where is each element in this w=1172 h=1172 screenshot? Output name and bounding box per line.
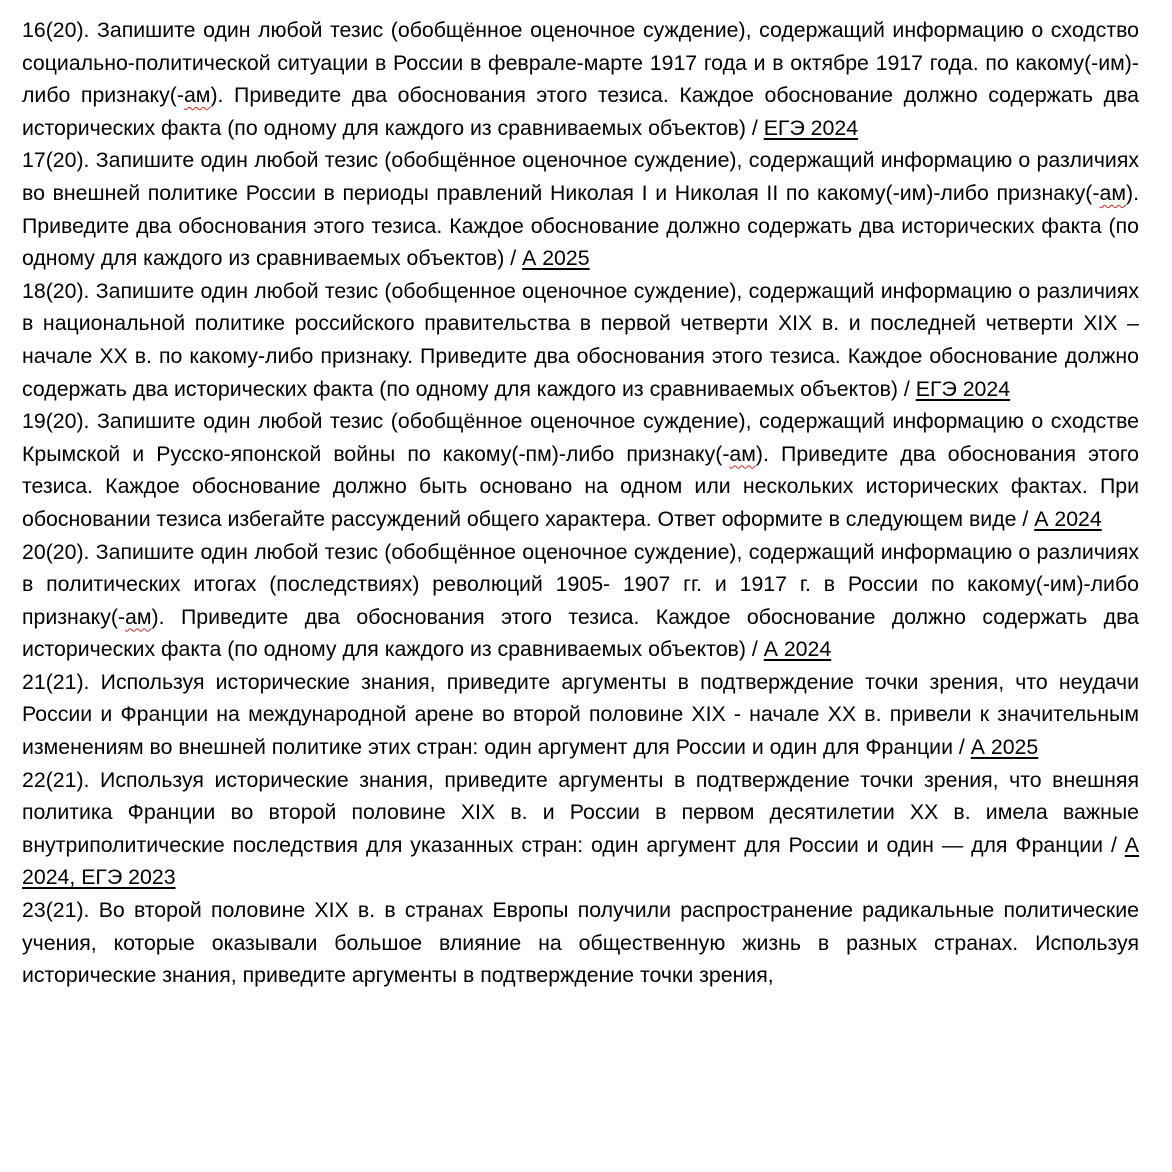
- question-20: [22, 536, 1139, 666]
- question-text: Используя исторические знания, приведите аргументы в подтверждение точки зрения, что внешняя политика Франции во второй половине XIX в. и России в первом десятилетии XX в. имела важные внутриполитические последствия для указанных стран: один аргумент для России и один — для Франции /: [22, 767, 1139, 857]
- source-link[interactable]: А 2025: [970, 735, 1039, 760]
- question-17: [22, 144, 1139, 274]
- source-link[interactable]: А 2024: [763, 637, 832, 662]
- question-text-cont: ). Приведите два обоснования этого тезиса. Каждое обоснование должно содержать два исторических факта (по одному для каждого из сравниваемых объектов) /: [22, 604, 1139, 662]
- question-number: 18(20).: [22, 278, 90, 303]
- question-text: Во второй половине XIX в. в странах Европы получили распространение радикальные политические учения, которые оказывали большое влияние на общественную жизнь в разных странах. Используя исторические знания, приведите аргументы в подтверждение точки зрения,: [22, 898, 1139, 988]
- question-text: Запишите один любой тезис (обобщенное оценочное суждение), содержащий информацию о различиях в национальной политике российского правительства в первой четверти XIX в. и последней четверти XIX – начале XX в. по какому-либо признаку. Приведите два обоснования этого тезиса. Каждое обоснование должно содержать два исторических факта (по одному для каждого из сравниваемых объектов) /: [22, 278, 1139, 401]
- question-21: [22, 666, 1139, 764]
- source-link[interactable]: А 2024, ЕГЭ 2023: [22, 832, 1139, 890]
- spellcheck-flag: ам: [1099, 180, 1126, 205]
- question-number: 22(21).: [22, 767, 90, 792]
- question-number: 16(20).: [22, 18, 90, 42]
- question-23: [22, 894, 1139, 992]
- question-text: Запишите один любой тезис (обобщённое оценочное суждение), содержащий информацию о различиях во внешней политике России в периоды правлений Николая I и Николая II по какому(-им)-либо признаку(-: [22, 148, 1139, 205]
- question-number: 20(20).: [22, 539, 90, 564]
- question-text: Запишите один любой тезис (обобщённое оценочное суждение), содержащий информацию о сходство социально-политической ситуации в России в феврале-марте 1917 года и в октябре 1917 года. по какому(-им)-либо признаку(-: [22, 18, 1139, 108]
- question-19: [22, 405, 1139, 535]
- question-text-cont: ). Приведите два обоснования этого тезиса. Каждое обоснование должно быть основано на одном или нескольких исторических фактах. При обосновании тезиса избегайте рассуждений общего характера. Ответ оформите в следующем виде /: [22, 441, 1140, 531]
- question-number: 19(20).: [22, 409, 90, 434]
- question-number: 23(21).: [22, 898, 90, 923]
- question-text-cont: ). Приведите два обоснования этого тезиса. Каждое обоснование должно содержать два исторических факта (по одному для каждого из сравниваемых объектов) /: [22, 83, 1139, 140]
- question-22: [22, 764, 1139, 894]
- question-text: Запишите один любой тезис (обобщённое оценочное суждение), содержащий информацию о различиях в политических итогах (последствиях) революций 1905- 1907 гг. и 1917 г. в России по какому(-им)-либо признаку(-: [22, 539, 1139, 629]
- source-link[interactable]: ЕГЭ 2024: [763, 115, 859, 140]
- source-link[interactable]: А 2025: [522, 246, 590, 271]
- question-text-cont: ). Приведите два обоснования этого тезиса. Каждое обоснование должно содержать два исторических факта (по одному для каждого из сравниваемых объектов) /: [22, 180, 1139, 271]
- question-18: [22, 275, 1139, 405]
- question-text: Запишите один любой тезис (обобщённое оценочное суждение), содержащий информацию о сходстве Крымской и Русско-японской войны по какому(-пм)-либо признаку(-: [22, 409, 1139, 466]
- question-number: 17(20).: [22, 148, 90, 173]
- spellcheck-flag: ам: [183, 83, 211, 108]
- spellcheck-flag: ам: [729, 441, 756, 466]
- question-number: 21(21).: [22, 669, 90, 694]
- question-16: [22, 14, 1139, 144]
- question-text: Используя исторические знания, приведите аргументы в подтверждение точки зрения, что неудачи России и Франции на международной арене во второй половине XIX - начале XX в. привели к значительным изменениям во внешней политике этих стран: один аргумент для России и один для Франции /: [22, 669, 1139, 760]
- source-link[interactable]: А 2024: [1034, 506, 1102, 531]
- source-link[interactable]: ЕГЭ 2024: [915, 376, 1011, 401]
- document-page: [22, 14, 1139, 992]
- spellcheck-flag: ам: [125, 604, 152, 629]
